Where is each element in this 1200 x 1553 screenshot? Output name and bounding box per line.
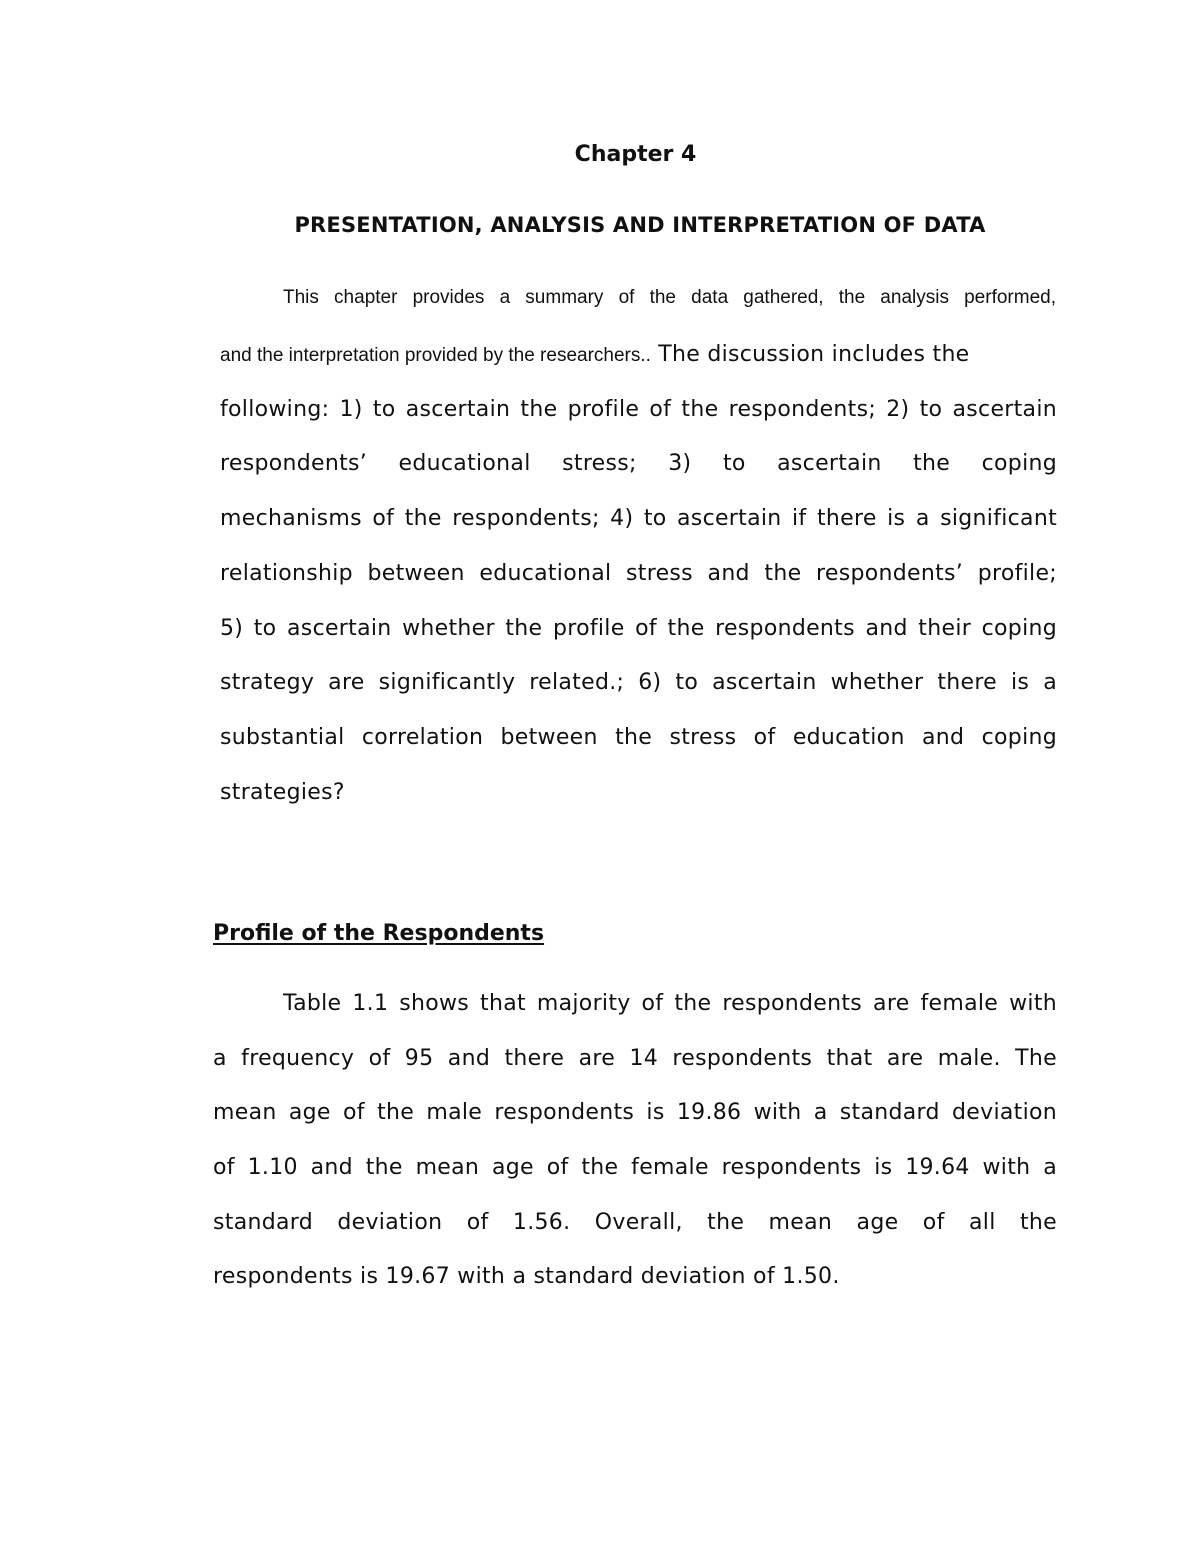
paragraph-line: This chapter provides a summary of the data gathered, the analysis performed, [283, 287, 1056, 308]
paragraph-line: respondents is 19.67 with a standard deviation of 1.50. [213, 1264, 840, 1289]
paragraph-line: Table 1.1 shows that majority of the respondents are female with [283, 991, 1057, 1016]
paragraph-line: mechanisms of the respondents; 4) to ascertain if there is a significant [220, 506, 1057, 531]
paragraph-line: mean age of the male respondents is 19.86 with a standard deviation [213, 1100, 1057, 1125]
paragraph-line [220, 341, 970, 370]
paragraph-line: relationship between educational stress and the respondents’ profile; [220, 561, 1057, 586]
paragraph-line: 5) to ascertain whether the profile of the respondents and their coping [220, 616, 1057, 641]
paragraph-line: of 1.10 and the mean age of the female respondents is 19.64 with a [213, 1155, 1057, 1180]
paragraph-line: a frequency of 95 and there are 14 respondents that are male. The [213, 1046, 1057, 1071]
chapter-label: Chapter 4 [574, 142, 697, 167]
paragraph-line-segment: and the interpretation provided by the researchers.. [220, 345, 651, 366]
paragraph-line: strategy are significantly related.; 6) to ascertain whether there is a [220, 670, 1057, 695]
paragraph-line: respondents’ educational stress; 3) to ascertain the coping [220, 451, 1057, 476]
paragraph-line: following: 1) to ascertain the profile of the respondents; 2) to ascertain [220, 397, 1057, 422]
paragraph-line: standard deviation of 1.56. Overall, the mean age of all the [213, 1210, 1057, 1235]
paragraph-line: strategies? [220, 780, 345, 805]
chapter-heading: PRESENTATION, ANALYSIS AND INTERPRETATION OF DATA [294, 213, 986, 237]
section-heading: Profile of the Respondents [213, 921, 545, 946]
paragraph-line: substantial correlation between the stress of education and coping [220, 725, 1057, 750]
paragraph-line-segment: The discussion includes the [650, 342, 970, 367]
